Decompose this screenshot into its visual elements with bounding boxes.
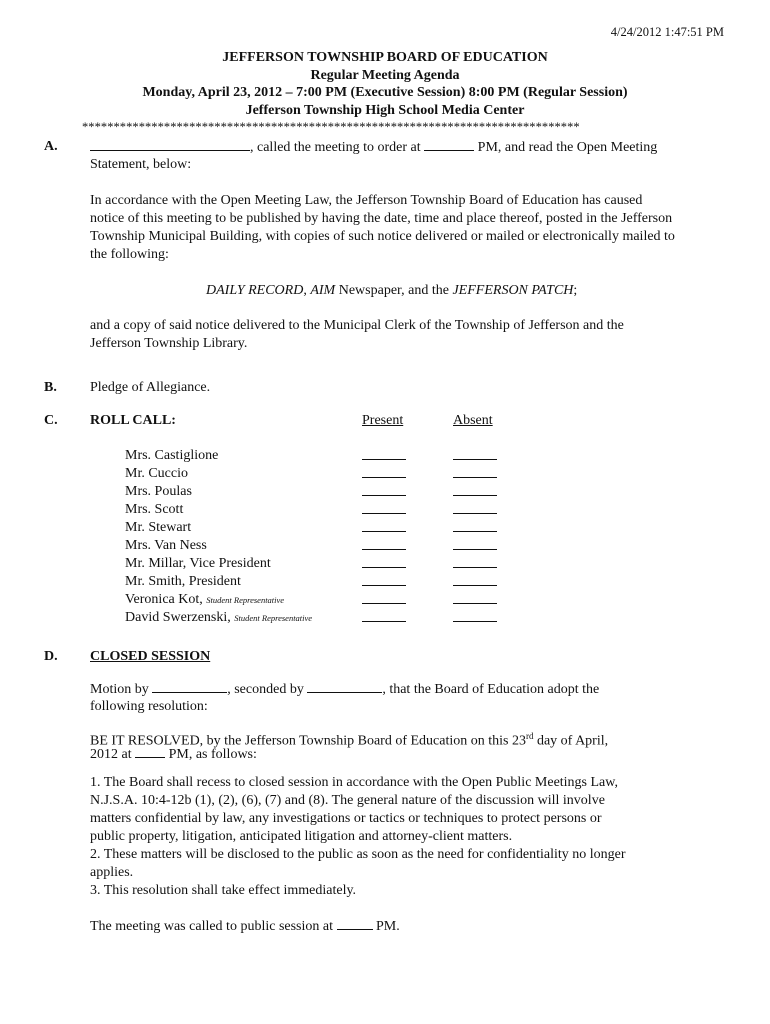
pledge-of-allegiance: Pledge of Allegiance. xyxy=(90,380,211,395)
meeting-location: Jefferson Township High School Media Center xyxy=(245,103,525,118)
print-timestamp: 4/24/2012 1:47:51 PM xyxy=(610,25,724,39)
motion-by-blank[interactable] xyxy=(152,680,227,693)
resolved-line2: 2012 at PM, as follows: xyxy=(90,747,257,762)
resolution-item-line: public property, litigation, anticipated litigation and attorney-client matters. xyxy=(90,829,513,844)
member-name: Mrs. Van Ness xyxy=(125,538,207,553)
motion-line: Motion by , seconded by , that the Board of Education adopt the xyxy=(90,682,600,697)
open-meeting-para2-line1: and a copy of said notice delivered to the Municipal Clerk of the Township of Jefferson and the xyxy=(90,318,624,333)
resolution-item-line: matters confidential by law, any investigations or tactics or techniques to protect persons or xyxy=(90,811,602,826)
resolution-item-line: 2. These matters will be disclosed to the public as soon as the need for confidentiality no longer xyxy=(90,847,626,862)
member-name: Mrs. Castiglione xyxy=(125,448,219,463)
roll-call-member xyxy=(125,483,192,501)
open-meeting-para1-line4: the following: xyxy=(90,247,169,262)
roll-call-title: ROLL CALL: xyxy=(90,413,176,428)
member-name: Mr. Stewart xyxy=(125,520,192,535)
absent-blank[interactable] xyxy=(453,621,497,622)
present-blank[interactable] xyxy=(362,459,406,460)
member-name: Mrs. Scott xyxy=(125,502,184,517)
absent-column-header: Absent xyxy=(453,413,493,428)
absent-blank[interactable] xyxy=(453,603,497,604)
absent-blank[interactable] xyxy=(453,477,497,478)
open-meeting-para1-line1: In accordance with the Open Meeting Law, the Jefferson Township Board of Education has caused xyxy=(90,193,643,208)
roll-call-member xyxy=(125,501,183,519)
roll-call-member xyxy=(125,465,188,483)
roll-call-member xyxy=(125,519,191,537)
roll-call-member xyxy=(125,609,312,627)
member-name: Veronica Kot, xyxy=(125,592,207,607)
roll-call-member xyxy=(125,591,284,609)
public-session-time-blank[interactable] xyxy=(337,917,373,930)
present-blank[interactable] xyxy=(362,549,406,550)
member-name: Mr. Millar, Vice President xyxy=(125,556,271,571)
recess-time-blank[interactable] xyxy=(135,745,165,758)
resolution-item-line: applies. xyxy=(90,865,134,880)
roll-call-member xyxy=(125,573,241,591)
resolution-item-line: 1. The Board shall recess to closed session in accordance with the Open Public Meetings Law, xyxy=(90,775,618,790)
newspaper-list: DAILY RECORD, AIM Newspaper, and the JEFFERSON PATCH; xyxy=(206,283,578,298)
member-name: David Swerzenski, xyxy=(125,610,235,625)
motion-line2: following resolution: xyxy=(90,699,208,714)
section-a-call-line: , called the meeting to order at PM, and read the Open Meeting xyxy=(90,138,657,157)
document-subtitle: Regular Meeting Agenda xyxy=(310,68,460,83)
present-blank[interactable] xyxy=(362,567,406,568)
absent-blank[interactable] xyxy=(453,567,497,568)
roll-call-member xyxy=(125,447,218,465)
absent-blank[interactable] xyxy=(453,531,497,532)
section-a-letter: A. xyxy=(44,139,58,154)
section-a-line2: Statement, below: xyxy=(90,157,192,172)
section-c-letter: C. xyxy=(44,413,58,428)
absent-blank[interactable] xyxy=(453,513,497,514)
present-blank[interactable] xyxy=(362,603,406,604)
call-time-blank[interactable] xyxy=(424,138,474,151)
caller-name-blank[interactable] xyxy=(90,138,250,151)
open-meeting-para1-line2: notice of this meeting to be published by having the date, time and place thereof, posted in the Jefferson xyxy=(90,211,673,226)
present-blank[interactable] xyxy=(362,513,406,514)
closed-session-title: CLOSED SESSION xyxy=(90,649,211,664)
absent-blank[interactable] xyxy=(453,495,497,496)
section-d-letter: D. xyxy=(44,649,58,664)
absent-blank[interactable] xyxy=(453,459,497,460)
member-name: Mr. Smith, President xyxy=(125,574,241,589)
section-b-letter: B. xyxy=(44,380,57,395)
present-blank[interactable] xyxy=(362,477,406,478)
member-name: Mrs. Poulas xyxy=(125,484,192,499)
document-title: JEFFERSON TOWNSHIP BOARD OF EDUCATION xyxy=(222,50,548,65)
header-separator: ******************************************************************************* xyxy=(82,120,580,134)
roll-call-member xyxy=(125,537,207,555)
resolution-item-line: N.J.S.A. 10:4-12b (1), (2), (6), (7) and (8). The general nature of the discussion will involve xyxy=(90,793,605,808)
present-blank[interactable] xyxy=(362,621,406,622)
present-blank[interactable] xyxy=(362,585,406,586)
open-meeting-para1-line3: Township Municipal Building, with copies of such notice delivered or mailed or electronically mailed to xyxy=(90,229,675,244)
member-role: Student Representative xyxy=(206,595,285,605)
resolution-item-line: 3. This resolution shall take effect immediately. xyxy=(90,883,357,898)
present-blank[interactable] xyxy=(362,495,406,496)
open-meeting-para2-line2: Jefferson Township Library. xyxy=(90,336,248,351)
absent-blank[interactable] xyxy=(453,585,497,586)
public-session-line: The meeting was called to public session at PM. xyxy=(90,919,400,934)
member-role: Student Representative xyxy=(234,613,313,623)
present-blank[interactable] xyxy=(362,531,406,532)
resolved-line1: BE IT RESOLVED, by the Jefferson Township Board of Education on this 23rd day of April, xyxy=(90,731,609,749)
roll-call-member xyxy=(125,555,271,573)
meeting-date-line: Monday, April 23, 2012 – 7:00 PM (Executive Session) 8:00 PM (Regular Session) xyxy=(142,85,628,100)
absent-blank[interactable] xyxy=(453,549,497,550)
member-name: Mr. Cuccio xyxy=(125,466,188,481)
present-column-header: Present xyxy=(362,413,404,428)
seconded-by-blank[interactable] xyxy=(307,680,382,693)
